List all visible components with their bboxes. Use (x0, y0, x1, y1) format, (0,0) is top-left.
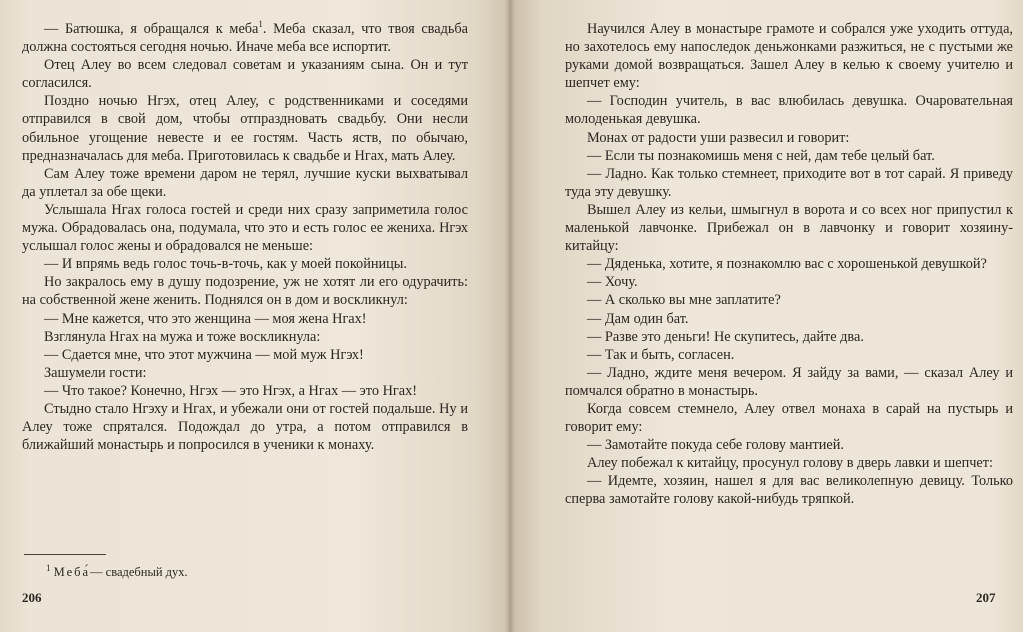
footnote-number: 1 (46, 562, 51, 573)
paragraph: Стыдно стало Нгэху и Нгах, и убежали они от гостей подальше. Ну и Алеу тоже спрятался. Подождал до утра, а потом отправился в ближайший монастырь и попросился в ученики к монаху. (22, 400, 468, 454)
paragraph: — Господин учитель, в вас влюбилась девушка. Очаровательная молоденькая девушка. (565, 93, 1013, 128)
paragraph: Научился Алеу в монастыре грамоте и собрался уже уходить оттуда, но захотелось ему напоследок деньжонками разжиться, не с пустыми же руками домой возвращаться. Зашел Алеу в келью к своему учителю и шепчет ему: (565, 21, 1013, 92)
footnote (46, 562, 188, 580)
paragraph: — Хочу. (587, 274, 638, 291)
paragraph: Зашумели гости: (44, 364, 147, 381)
right-page-text (565, 20, 1013, 509)
footnote-definition: — свадебный дух. (90, 565, 188, 579)
paragraph: Поздно ночью Нгэх, отец Алеу, с родственниками и соседями отправился в свой дом, чтобы отпраздновать свадьбу. Они несли обильное угощение невесте и ее гостям. Часть яств, по обычаю, предназначалась для меба. Приготовилась к свадьбе и Нгах, мать Алеу. (22, 93, 468, 164)
footnote-marker: 1 (258, 19, 263, 30)
paragraph: — И впрямь ведь голос точь-в-точь, как у моей покойницы. (44, 256, 407, 273)
paragraph: Сам Алеу тоже времени даром не терял, лучшие куски выхватывал да уплетал за обе щеки. (22, 165, 468, 200)
paragraph: — Замотайте покуда себе голову мантией. (587, 437, 844, 454)
footnote-divider (24, 554, 106, 555)
paragraph: — Что такое? Конечно, Нгэх — это Нгэх, а Нгах — это Нгах! (44, 382, 418, 399)
paragraph: — Ладно. Как только стемнеет, приходите вот в тот сарай. Я приведу туда эту девушку. (565, 165, 1013, 200)
paragraph: Но закралось ему в душу подозрение, уж не хотят ли его одурачить: на собственной жене женить. Поднялся он в дом и воскликнул: (22, 274, 468, 309)
paragraph: Когда совсем стемнело, Алеу отвел монаха в сарай на пустырь и говорит ему: (565, 400, 1013, 436)
left-page (0, 0, 510, 632)
right-page (510, 0, 1023, 632)
paragraph: — Если ты познакомишь меня с ней, дам тебе целый бат. (587, 147, 935, 164)
paragraph: — Идемте, хозяин, нашел я для вас великолепную девицу. Только сперва замотайте голову какой-нибудь тряпкой. (565, 473, 1013, 508)
left-page-text (22, 20, 468, 454)
paragraph: — Дяденька, хотите, я познакомлю вас с хорошенькой девушкой? (587, 256, 987, 273)
footnote-term: Меба́ (53, 565, 91, 579)
paragraph: Алеу побежал к китайцу, просунул голову в дверь лавки и шепчет: (587, 455, 993, 472)
paragraph: Монах от радости уши развесил и говорит: (587, 129, 850, 146)
page-number-right: 207 (976, 590, 996, 605)
paragraph: — Разве это деньги! Не скупитесь, дайте два. (587, 328, 864, 345)
paragraph: — Батюшка, я обращался к меба$^1$. Меба сказал, что твоя свадьба должна состояться сегодня ночью. Иначе меба все испортит. (22, 19, 468, 56)
book-gutter (505, 0, 515, 632)
paragraph: — Так и быть, согласен. (587, 346, 735, 363)
paragraph: Взглянула Нгах на мужа и тоже воскликнула: (44, 328, 321, 345)
paragraph: — Сдается мне, что этот мужчина — мой муж Нгэх! (44, 346, 364, 363)
paragraph: Услышала Нгах голоса гостей и среди них сразу заприметила голос мужа. Обрадовалась она, подумала, что это и есть голос ее жениха. Нгэх услышал голос жены и обрадовался не меньше: (22, 201, 468, 255)
paragraph: — Мне кажется, что это женщина — моя жена Нгах! (44, 310, 367, 327)
paragraph: — Ладно, ждите меня вечером. Я зайду за вами, — сказал Алеу и помчался обратно в монастырь. (565, 364, 1013, 399)
paragraph: Отец Алеу во всем следовал советам и указаниям сына. Он и тут согласился. (22, 57, 468, 92)
paragraph: — Дам один бат. (587, 310, 689, 327)
page-number-left: 206 (22, 590, 42, 605)
paragraph: Вышел Алеу из кельи, шмыгнул в ворота и со всех ног припустил к маленькой лавчонке. Прибежал он в лавчонку и говорит хозяину-китайцу: (565, 201, 1013, 255)
paragraph: — А сколько вы мне заплатите? (587, 292, 781, 309)
